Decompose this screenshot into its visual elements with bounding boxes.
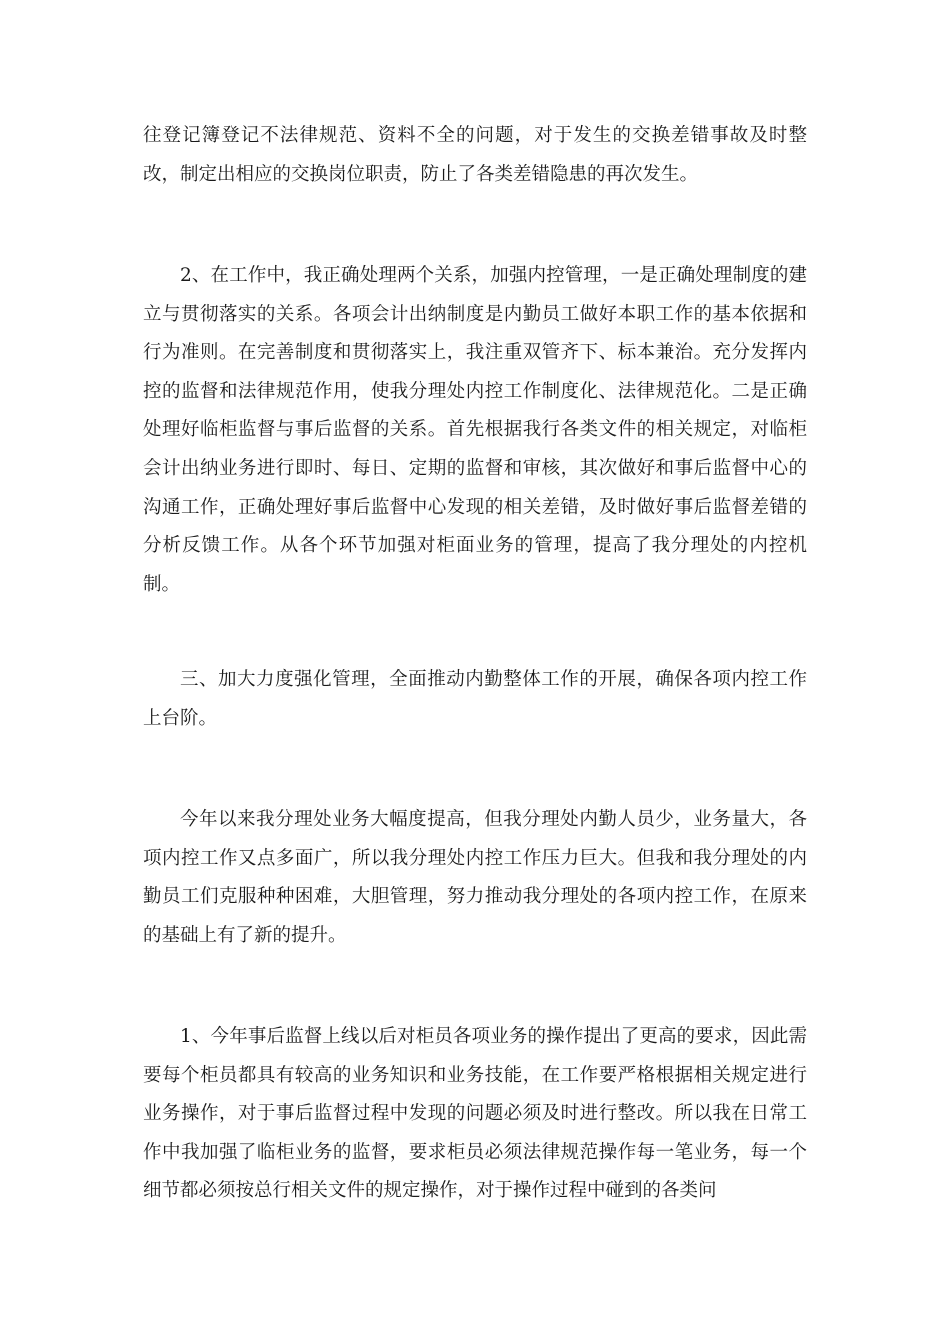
paragraph-internal-control-relations: 2、在工作中，我正确处理两个关系，加强内控管理，一是正确处理制度的建立与贯彻落实的关系。各项会计出纳制度是内勤员工做好本职工作的基本依据和行为准则。在完善制度和贯彻落实上，我注重双管齐下、标本兼治。充分发挥内控的监督和法律规范作用，使我分理处内控工作制度化、法律规范化。二是正确处理好临柜监督与事后监督的关系。首先根据我行各类文件的相关规定，对临柜会计出纳业务进行即时、每日、定期的监督和审核，其次做好和事后监督中心的沟通工作，正确处理好事后监督中心发现的相关差错，及时做好事后监督差错的分析反馈工作。从各个环节加强对柜面业务的管理，提高了我分理处的内控机制。: [143, 265, 807, 595]
paragraph-exchange-errors: 往登记簿登记不法律规范、资料不全的问题，对于发生的交换差错事故及时整改，制定出相应的交换岗位职责，防止了各类差错隐患的再次发生。: [143, 125, 807, 185]
paragraph-post-supervision: 1、今年事后监督上线以后对柜员各项业务的操作提出了更高的要求，因此需要每个柜员都具有较高的业务知识和业务技能，在工作要严格根据相关规定进行业务操作，对于事后监督过程中发现的问题必须及时进行整改。所以我在日常工作中我加强了临柜业务的监督，要求柜员必须法律规范操作每一笔业务，每一个细节都必须按总行相关文件的规定操作，对于操作过程中碰到的各类问: [143, 1026, 807, 1202]
section-heading-three: 三、加大力度强化管理，全面推动内勤整体工作的开展，确保各项内控工作上台阶。: [143, 669, 807, 729]
paragraph-business-growth: 今年以来我分理处业务大幅度提高，但我分理处内勤人员少，业务量大，各项内控工作又点多面广，所以我分理处内控工作压力巨大。但我和我分理处的内勤员工们克服种种困难，大胆管理，努力推动我分理处的各项内控工作，在原来的基础上有了新的提升。: [143, 809, 807, 946]
